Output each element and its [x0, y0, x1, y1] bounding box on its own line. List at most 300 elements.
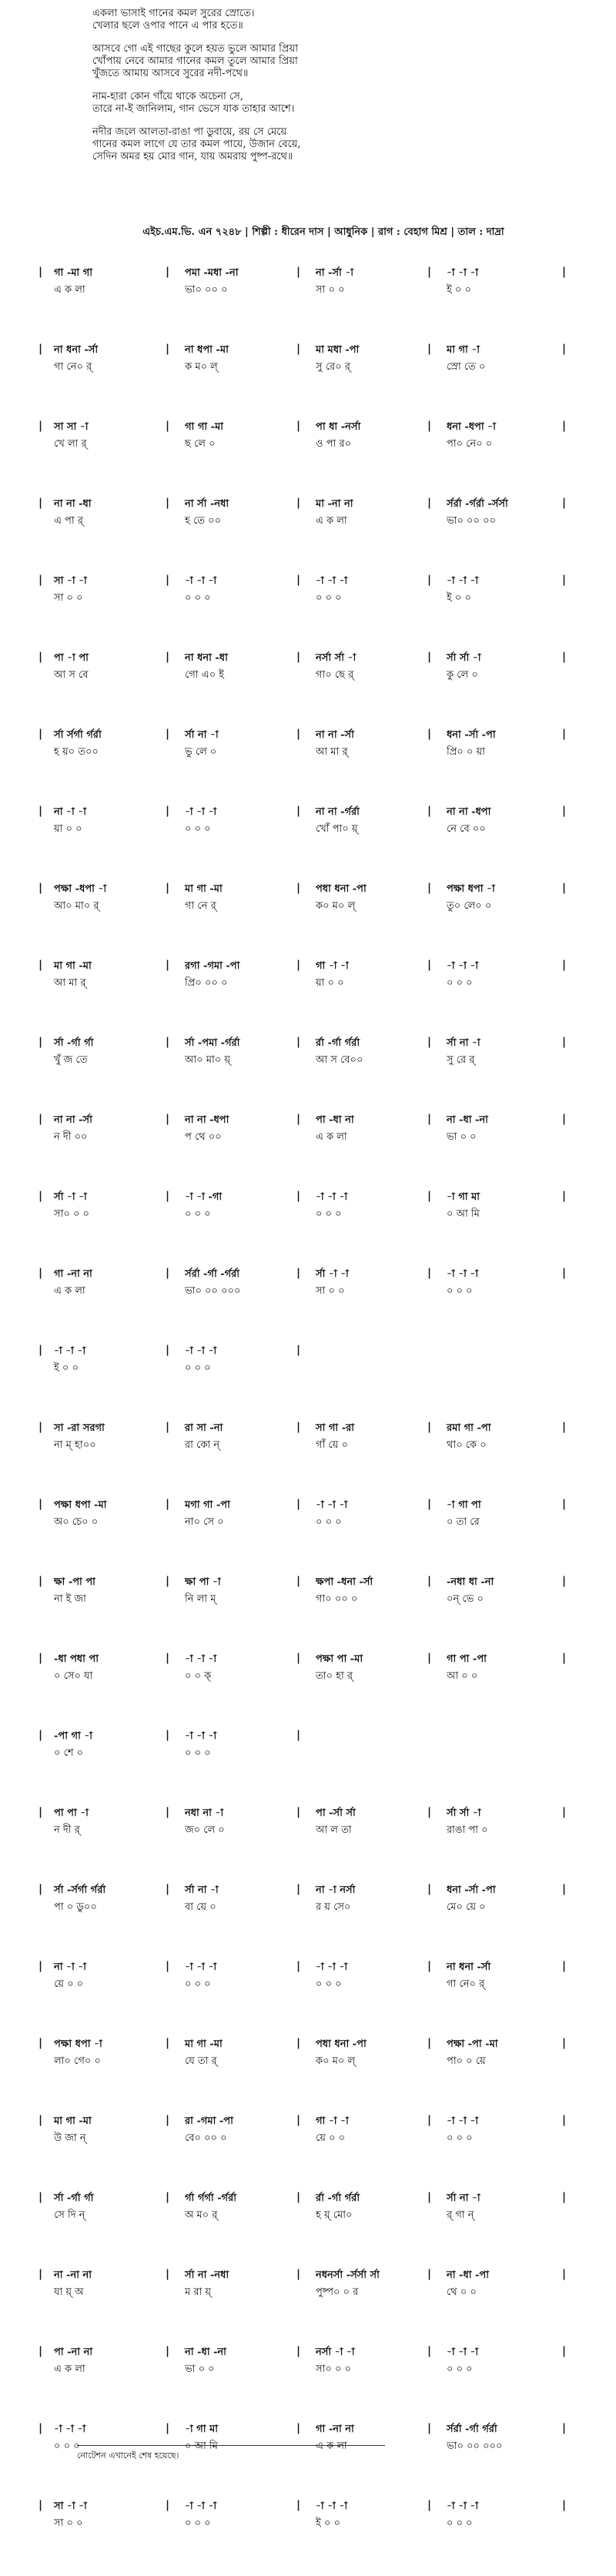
note-cell: সা -রা সরগা — [54, 1422, 105, 1434]
syllable-cell: নে বে ০০ — [447, 823, 486, 835]
note-cell: না ধপা -মা — [185, 344, 229, 356]
bar-line: | — [166, 805, 170, 817]
syllable-cell: হ য়্ মো০ — [316, 2209, 353, 2221]
note-cell: র্সর্রা -র্গা র্গর্রা — [447, 2424, 497, 2435]
syllable-line — [31, 2285, 593, 2300]
note-line — [31, 959, 593, 974]
note-cell: পক্ষা ধপা -া — [447, 883, 495, 895]
note-cell: ক্ষপা -ধনা -র্সা — [316, 1576, 373, 1588]
bar-line: | — [296, 1113, 301, 1125]
syllable-cell: ভা ০ ০ — [185, 2363, 215, 2375]
bar-line: | — [38, 420, 43, 432]
bar-line: | — [166, 2499, 170, 2511]
bar-line: | — [296, 1036, 301, 1048]
note-cell: র্সা -পমা -র্গর্রা — [185, 1037, 240, 1049]
note-cell: না না -র্গর্রা — [316, 806, 360, 818]
note-cell: ধনা -র্সা -পা — [447, 729, 496, 741]
bar-line: | — [38, 1267, 43, 1279]
bar-line: | — [166, 2037, 170, 2049]
syllable-cell: অ০ চে০ ০ — [54, 1516, 99, 1528]
note-cell: ক্ষা -পা পা — [54, 1576, 95, 1588]
note-cell: র্সা -র্গা র্গা — [54, 2192, 94, 2204]
bar-line: | — [166, 728, 170, 740]
bar-line: | — [562, 1883, 567, 1895]
syllable-cell: রা কো ন্ — [185, 1439, 220, 1451]
syllable-cell: গা০ ০০ ০ — [316, 1593, 358, 1605]
syllable-cell: সা০ ০ ০ — [54, 1208, 89, 1220]
bar-line: | — [38, 1036, 43, 1048]
syllable-cell: ০ ০ ০ — [316, 1208, 342, 1220]
bar-line: | — [562, 1421, 567, 1433]
note-cell: -া -া -া — [185, 575, 217, 587]
bar-line: | — [166, 2191, 170, 2203]
syllable-cell: ০ ০ ০ — [316, 1978, 342, 1990]
bar-line: | — [166, 1036, 170, 1048]
note-cell: র্সা -র্সর্গা র্গর্রা — [54, 1884, 106, 1896]
bar-line: | — [166, 1344, 170, 1356]
note-cell: র্সা না -া — [185, 1884, 219, 1896]
bar-line: | — [166, 1960, 170, 1972]
note-line — [31, 1113, 593, 1128]
bar-line: | — [166, 2268, 170, 2280]
bar-line: | — [427, 266, 432, 278]
notation-row — [31, 497, 593, 574]
note-cell: -া -া -া — [447, 1268, 479, 1280]
notation-row — [31, 574, 593, 651]
bar-line: | — [166, 266, 170, 278]
note-cell: -া -া -া — [185, 2501, 217, 2512]
syllable-cell: আ স বে০০ — [316, 1054, 363, 1066]
bar-line: | — [296, 1652, 301, 1664]
note-cell: না ধনা -ধা — [185, 652, 228, 664]
syllable-cell: য়ে ০ ০ — [316, 2132, 346, 2144]
syllable-line — [31, 1284, 593, 1299]
syllable-line — [31, 1592, 593, 1607]
notation-row — [31, 420, 593, 497]
notation-row — [31, 1883, 593, 1960]
syllable-cell: য়ে ০ ০ — [54, 1978, 84, 1990]
syllable-line — [31, 514, 593, 529]
syllable-cell: অ ম০ র্ — [185, 2209, 218, 2221]
syllable-cell: আ ল তা — [316, 1824, 352, 1836]
syllable-cell: সা ০ ০ — [54, 592, 83, 604]
notation-row — [31, 1113, 593, 1190]
syllable-cell: ০ আ মি — [185, 2440, 218, 2452]
note-cell: মা গা -া — [447, 344, 480, 356]
syllable-cell: য়া ০ ০ — [54, 823, 82, 835]
syllable-cell: খুঁ জ তে — [54, 1054, 88, 1066]
bar-line: | — [427, 1113, 432, 1125]
notation-row — [31, 1652, 593, 1729]
bar-line: | — [296, 2499, 301, 2511]
syllable-line — [31, 360, 593, 375]
bar-line: | — [562, 959, 567, 971]
bar-line: | — [166, 1190, 170, 1202]
bar-line: | — [427, 1883, 432, 1895]
syllable-cell: ০ন্ ভে ০ — [447, 1593, 484, 1605]
syllable-cell: আ মা র্ — [316, 746, 348, 758]
note-cell: রগা -গমা -পা — [185, 960, 240, 972]
bar-line: | — [38, 2499, 43, 2511]
syllable-cell: য়া ০ ০ — [316, 977, 344, 989]
record-meta: এইচ.এম.ভি. এন ৭২৪৮ | শিল্পী : ধীরেন দাস | আধুনিক | রাগ : বেহাগ মিশ্র | তাল : দাদ্রা — [142, 226, 504, 238]
bar-line: | — [38, 1113, 43, 1125]
note-cell: সা সা -া — [54, 421, 89, 433]
syllable-line — [31, 899, 593, 914]
syllable-cell: ০ তা রে — [447, 1516, 480, 1528]
note-line — [31, 651, 593, 666]
bar-line: | — [427, 651, 432, 663]
note-cell: গা পা -পা — [447, 1653, 487, 1665]
note-line — [31, 266, 593, 281]
bar-line: | — [562, 2191, 567, 2203]
bar-line: | — [166, 2422, 170, 2434]
note-cell: রমা গা -পা — [447, 1422, 491, 1434]
note-cell: র্রা -র্গা র্গর্রা — [316, 1037, 360, 1049]
syllable-cell: পা০ নে০ ০ — [447, 438, 493, 450]
bar-line: | — [562, 2422, 567, 2434]
note-cell: র্সা র্সা -া — [447, 652, 481, 664]
footnote: নোটেশন এখানেই শেষ হয়েছে। — [77, 2445, 385, 2464]
syllable-cell: ০ ০ ০ — [185, 2517, 211, 2529]
note-cell: না ধনা -র্সা — [54, 344, 99, 356]
note-cell: না -া -া — [54, 806, 86, 818]
note-cell: র্সা র্সর্গা র্গর্রা — [54, 729, 102, 741]
note-cell: গা -া -া — [316, 2115, 349, 2127]
bar-line: | — [38, 959, 43, 971]
syllable-cell: স্রো তে ০ — [447, 361, 486, 373]
syllable-line — [31, 2208, 593, 2223]
bar-line: | — [296, 1806, 301, 1818]
bar-line: | — [38, 1652, 43, 1664]
syllable-line — [31, 2054, 593, 2069]
bar-line: | — [166, 1421, 170, 1433]
notation-row — [31, 882, 593, 959]
bar-line: | — [427, 1652, 432, 1664]
bar-line: | — [562, 1960, 567, 1972]
bar-line: | — [166, 497, 170, 509]
bar-line: | — [296, 574, 301, 586]
note-cell: র্সা -া -া — [316, 1268, 349, 1280]
notation-row — [31, 2499, 593, 2576]
notation-row — [31, 1267, 593, 1344]
note-line — [31, 2499, 593, 2514]
syllable-cell: ০ ০ ০ — [185, 1747, 211, 1759]
syllable-cell: এ ক লা — [54, 1285, 85, 1297]
bar-line: | — [296, 2191, 301, 2203]
bar-line: | — [427, 1267, 432, 1279]
bar-line: | — [296, 1421, 301, 1433]
note-cell: র্সর্রা -র্গা -র্গর্রা — [185, 1268, 240, 1280]
syllable-cell: ভা০ ০০ ০০০ — [447, 2440, 503, 2452]
lyrics-line: খোঁপায় নেবে আমার গানের কমল তুলে আমার প্রিয়া — [92, 55, 298, 67]
bar-line: | — [562, 1113, 567, 1125]
syllable-line — [31, 283, 593, 298]
bar-line: | — [296, 497, 301, 509]
bar-line: | — [562, 1806, 567, 1818]
bar-line: | — [296, 1729, 301, 1741]
syllable-cell: ০ ০ ০ — [447, 977, 473, 989]
bar-line: | — [562, 1575, 567, 1587]
note-cell: -ধা পধা পা — [54, 1653, 99, 1665]
note-cell: না -ধা -পা — [447, 2269, 490, 2281]
syllable-cell: তু০ লে০ ০ — [447, 900, 492, 912]
note-cell: রা -গমা -পা — [185, 2115, 233, 2127]
syllable-cell: ০ ০ ০ — [316, 1516, 342, 1528]
syllable-cell: মে০ য়ে ০ — [447, 1901, 486, 1913]
bar-line: | — [562, 420, 567, 432]
syllable-cell: ০ ০ ক্ — [185, 1670, 212, 1682]
syllable-cell: ০ ০ ০ — [185, 1978, 211, 1990]
note-cell: মা গা -মা — [185, 883, 223, 895]
note-line — [31, 1652, 593, 1667]
syllable-cell: কু লে ০ — [447, 669, 478, 681]
bar-line: | — [562, 497, 567, 509]
note-cell: -া -া -া — [316, 1191, 348, 1203]
notation-rows — [31, 266, 593, 2576]
bar-line: | — [562, 2345, 567, 2357]
syllable-cell: পা ০ ডু০০ — [54, 1901, 97, 1913]
syllable-line — [31, 1207, 593, 1222]
syllable-line — [31, 2131, 593, 2146]
note-cell: -নধা ধা -না — [447, 1576, 494, 1588]
lyrics-line: তারে না-ই জানিলাম, গান ভেসে যাক তাহার আশে। — [92, 103, 295, 115]
note-cell: না -া -া — [54, 1961, 86, 1973]
syllable-line — [31, 668, 593, 683]
syllable-cell: জ০ লে ০ — [185, 1824, 225, 1836]
bar-line: | — [427, 959, 432, 971]
bar-line: | — [427, 1960, 432, 1972]
syllable-line — [31, 2516, 593, 2531]
note-cell: না -ধা -না — [447, 1114, 488, 1126]
note-cell: গা -মা গা — [54, 267, 93, 279]
notation-row — [31, 1190, 593, 1267]
syllable-cell: ০ ০ ০ — [447, 2517, 473, 2529]
note-cell: -া -া -া — [316, 2501, 348, 2512]
bar-line: | — [166, 1575, 170, 1587]
syllable-cell: আ স বে — [54, 669, 89, 681]
syllable-cell: ই ০ ০ — [447, 284, 471, 296]
syllable-cell: গাঁ য়ে ০ — [316, 1439, 348, 1451]
syllable-cell: ছ লে ০ — [185, 438, 216, 450]
note-cell: -া -া -া — [447, 2347, 479, 2358]
note-line — [31, 805, 593, 820]
bar-line: | — [38, 2191, 43, 2203]
syllable-cell: ন দী ০০ — [54, 1131, 88, 1143]
note-cell: ধনা -ধপা -া — [447, 421, 496, 433]
note-cell: র্সা র্সা -া — [447, 1807, 481, 1819]
syllable-cell: ভা০ ০০ ০০০ — [185, 1285, 241, 1297]
syllable-cell: ভা০ ০০ ০ — [185, 284, 228, 296]
note-line — [31, 343, 593, 358]
note-cell: সা -া -া — [54, 575, 87, 587]
bar-line: | — [38, 1806, 43, 1818]
note-cell: পা পা -া — [54, 1807, 89, 1819]
note-line — [31, 1883, 593, 1898]
note-cell: -া -া -া — [185, 1961, 217, 1973]
note-line — [31, 1729, 593, 1744]
syllable-cell: প্রি০ ০ য়া — [447, 746, 486, 758]
note-line — [31, 1575, 593, 1590]
note-cell: র্সা -র্গা র্গা — [54, 1037, 94, 1049]
syllable-line — [31, 591, 593, 606]
syllable-cell: না ম্ হা০০ — [54, 1439, 96, 1451]
syllable-line — [31, 1669, 593, 1684]
bar-line: | — [166, 1806, 170, 1818]
note-line — [31, 2037, 593, 2052]
lyrics-stanza — [92, 43, 524, 80]
note-cell: গা -না না — [54, 1268, 92, 1280]
bar-line: | — [427, 2037, 432, 2049]
bar-line: | — [427, 1575, 432, 1587]
syllable-cell: ০ ০ ০ — [185, 1362, 211, 1374]
syllable-line — [31, 1746, 593, 1761]
bar-line: | — [427, 2345, 432, 2357]
note-line — [31, 2268, 593, 2283]
bar-line: | — [296, 1498, 301, 1510]
bar-line: | — [296, 2345, 301, 2357]
note-cell: পক্ষা ধপা -া — [54, 2038, 102, 2050]
syllable-cell: খোঁ পা০ য়্ — [316, 823, 358, 835]
bar-line: | — [296, 1575, 301, 1587]
syllable-cell: ক০ ম০ ল্ — [316, 900, 356, 912]
note-cell: পা -র্সা র্সা — [316, 1807, 356, 1819]
bar-line: | — [562, 2037, 567, 2049]
note-cell: -া -া -া — [185, 1345, 217, 1357]
syllable-line — [31, 1130, 593, 1145]
bar-line: | — [427, 1036, 432, 1048]
bar-line: | — [296, 2114, 301, 2126]
bar-line: | — [562, 266, 567, 278]
note-line — [31, 2191, 593, 2206]
notation-row — [31, 728, 593, 805]
note-cell: না ধনা -র্সা — [447, 1961, 491, 1973]
bar-line: | — [562, 1267, 567, 1279]
syllable-cell: যে তা র্ — [185, 2055, 217, 2067]
bar-line: | — [166, 959, 170, 971]
syllable-cell: না ই জা — [54, 1593, 86, 1605]
bar-line: | — [296, 2422, 301, 2434]
bar-line: | — [38, 805, 43, 817]
syllable-cell: এ ক লা — [316, 515, 347, 527]
syllable-cell: গা নে০ র্ — [447, 1978, 485, 1990]
bar-line: | — [38, 343, 43, 355]
note-line — [31, 1344, 593, 1359]
note-cell: -া -া -া — [447, 2501, 479, 2512]
note-cell: মা গা -মা — [54, 2115, 92, 2127]
syllable-cell: সে দি ন্ — [54, 2209, 85, 2221]
syllable-cell: যা য়্ অ — [54, 2286, 84, 2298]
syllable-cell: ০ ০ ০ — [447, 1285, 473, 1297]
syllable-cell: হ য়০ ত০০ — [54, 746, 99, 758]
bar-line: | — [166, 2114, 170, 2126]
syllable-cell: না০ সে ০ — [185, 1516, 224, 1528]
bar-line: | — [427, 1421, 432, 1433]
note-cell: র্সর্রা -র্গর্রা -র্সর্সা — [447, 498, 508, 510]
bar-line: | — [562, 1190, 567, 1202]
syllable-line — [31, 1977, 593, 1992]
bar-line: | — [296, 882, 301, 894]
syllable-cell: আ ০ ০ — [447, 1670, 478, 1682]
note-cell: -া গা মা — [447, 1191, 480, 1203]
note-cell: গা -না না — [316, 2424, 354, 2435]
notation-row — [31, 2268, 593, 2345]
bar-line: | — [427, 1806, 432, 1818]
bar-line: | — [38, 574, 43, 586]
bar-line: | — [296, 266, 301, 278]
note-cell: না না -ধপা — [185, 1114, 229, 1126]
bar-line: | — [296, 2037, 301, 2049]
bar-line: | — [296, 343, 301, 355]
syllable-cell: সা ০ ০ — [54, 2517, 83, 2529]
bar-line: | — [427, 2268, 432, 2280]
syllable-cell: ম রা য়্ — [185, 2286, 212, 2298]
note-cell: -া -া -া — [316, 575, 348, 587]
bar-line: | — [166, 1498, 170, 1510]
bar-line: | — [562, 882, 567, 894]
note-cell: পক্ষা পা -মা — [316, 1653, 363, 1665]
syllable-line — [31, 1823, 593, 1838]
bar-line: | — [166, 1883, 170, 1895]
note-cell: -পা গা -া — [54, 1730, 93, 1742]
note-cell: র্রা -র্গা র্গর্রা — [316, 2192, 360, 2204]
syllable-cell: এ ক লা — [54, 2363, 85, 2375]
note-cell: -া -া -া — [447, 960, 479, 972]
syllable-cell: গো এ০ ই — [185, 669, 224, 681]
note-cell: পা -ধা না — [316, 1114, 354, 1126]
syllable-cell: উ জা ন্ — [54, 2132, 86, 2144]
bar-line: | — [38, 2037, 43, 2049]
syllable-cell: বে০ ০০ ০ — [185, 2132, 227, 2144]
notation-row — [31, 1036, 593, 1113]
note-cell: -া -া -া — [447, 2115, 479, 2127]
bar-line: | — [166, 1729, 170, 1741]
bar-line: | — [38, 2268, 43, 2280]
bar-line: | — [296, 1344, 301, 1356]
syllable-cell: থে ০ ০ — [447, 2286, 477, 2298]
bar-line: | — [562, 2268, 567, 2280]
syllable-cell: ০ ০ ০ — [185, 823, 211, 835]
syllable-cell: প্রি০ ০০ ০ — [185, 977, 228, 989]
note-cell: না র্সা -নধা — [185, 498, 229, 510]
bar-line: | — [38, 651, 43, 663]
syllable-cell: ক ম০ ল্ — [185, 361, 218, 373]
syllable-cell: ই ০ ০ — [316, 2517, 340, 2529]
bar-line: | — [38, 2345, 43, 2357]
syllable-cell: ০ ০ ০ — [185, 1208, 211, 1220]
note-cell: ধনা -র্সা -পা — [447, 1884, 496, 1896]
bar-line: | — [427, 2499, 432, 2511]
bar-line: | — [562, 343, 567, 355]
note-cell: না -া নর্সা — [316, 1884, 356, 1896]
bar-line: | — [562, 2114, 567, 2126]
lyrics-stanza — [92, 8, 524, 32]
note-cell: -া -া -া — [54, 2424, 86, 2435]
note-line — [31, 2345, 593, 2360]
bar-line: | — [38, 2422, 43, 2434]
notation-row — [31, 1806, 593, 1883]
syllable-cell: গা নে র্ — [185, 900, 216, 912]
note-cell: -া -া -া — [447, 267, 479, 279]
bar-line: | — [38, 728, 43, 740]
lyrics-line: আসবে গো এই গাছের কুলে হয়ত ভুলে আমার প্রিয়া — [92, 43, 299, 55]
bar-line: | — [166, 574, 170, 586]
syllable-cell: সু রে০ র্ — [316, 361, 350, 373]
note-cell: পা ধা -নর্সা — [316, 421, 361, 433]
bar-line: | — [296, 728, 301, 740]
bar-line: | — [427, 2422, 432, 2434]
syllable-cell: ০ শে ০ — [54, 1747, 84, 1759]
